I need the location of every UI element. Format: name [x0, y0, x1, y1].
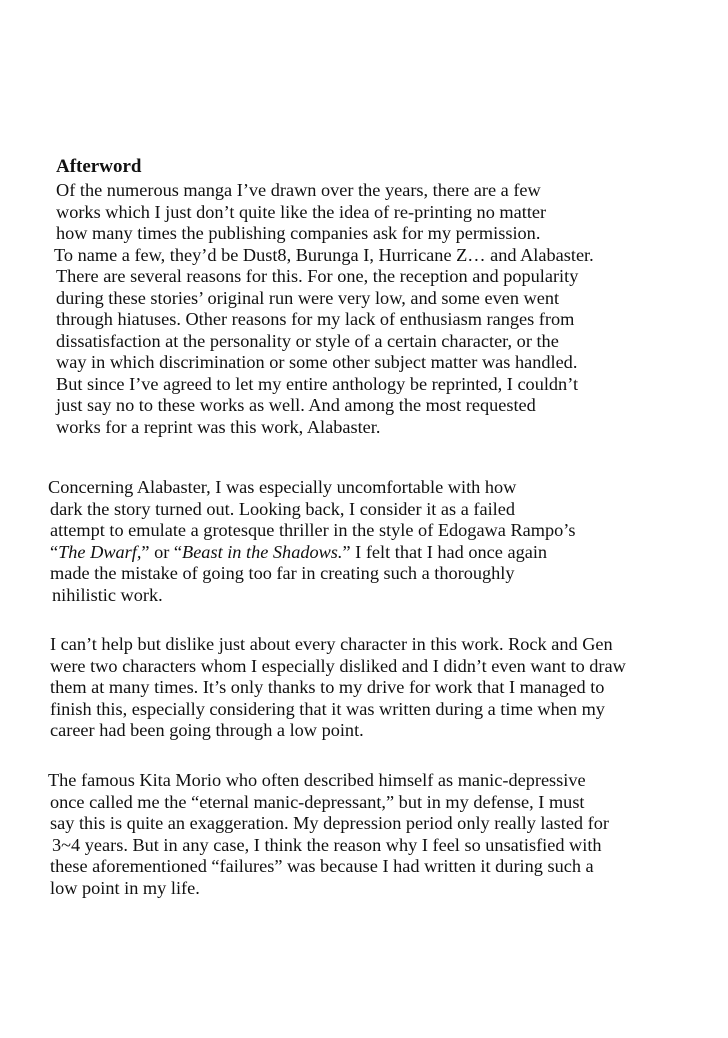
quote-mark: “ [50, 541, 59, 562]
text-line: There are several reasons for this. For one, the reception and popularity [56, 266, 579, 286]
text-line: To name a few, they’d be Dust8, Burunga I, Hurricane Z… and Alabaster. [54, 244, 594, 265]
text-line: during these stories’ original run were very low, and some even went [56, 287, 560, 308]
text-line: through hiatuses. Other reasons for my lack of enthusiasm ranges from [56, 309, 575, 329]
book-title-dwarf: The Dwarf, [58, 541, 142, 562]
book-title-beast: Beast in the Shadows. [182, 541, 343, 562]
text-line: Concerning Alabaster, I was especially uncomfortable with how [48, 477, 517, 497]
text-line: works for a reprint was this work, Alabaster. [56, 416, 381, 437]
text-line: made the mistake of going too far in creating such a thoroughly [50, 563, 515, 583]
text-line: were two characters whom I especially disliked and I didn’t even want to draw [50, 655, 626, 676]
text-line: But since I’ve agreed to let my entire anthology be reprinted, I couldn’t [56, 373, 579, 394]
text-line: low point in my life. [50, 877, 200, 898]
quote-tail: ” I felt that I had once again [342, 541, 548, 562]
text-line: finish this, especially considering that it was written during a time when my [50, 698, 605, 719]
text-line: The famous Kita Morio who often described himself as manic-depressive [48, 770, 586, 790]
paragraph-2 [50, 477, 575, 606]
paragraph-3 [50, 634, 626, 742]
text-line: dissatisfaction at the personality or style of a certain character, or the [56, 330, 559, 351]
paragraph-4 [50, 770, 609, 899]
text-line: dark the story turned out. Looking back, I consider it as a failed [50, 498, 516, 519]
text-line: how many times the publishing companies ask for my permission. [56, 223, 541, 243]
text-line: attempt to emulate a grotesque thriller in the style of Edogawa Rampo’s [50, 520, 576, 540]
text-line: 3~4 years. But in any case, I think the reason why I feel so unsatisfied with [52, 834, 602, 855]
text-line: Of the numerous manga I’ve drawn over the years, there are a few [56, 180, 541, 200]
text-line: just say no to these works as well. And among the most requested [56, 395, 536, 415]
text-line: I can’t help but dislike just about every character in this work. Rock and Gen [50, 634, 613, 654]
text-line-titles [50, 542, 575, 564]
text-line: once called me the “eternal manic-depressant,” but in my defense, I must [50, 791, 585, 812]
text-line: way in which discrimination or some other subject matter was handled. [56, 352, 578, 372]
text-line: career had been going through a low point. [50, 720, 364, 740]
text-line: nihilistic work. [52, 584, 163, 605]
text-line: works which I just don’t quite like the idea of re-printing no matter [56, 201, 547, 222]
text-line: say this is quite an exaggeration. My depression period only really lasted for [50, 813, 609, 833]
text-line: them at many times. It’s only thanks to my drive for work that I managed to [50, 677, 605, 697]
text-line: these aforementioned “failures” was because I had written it during such a [50, 856, 594, 876]
quote-connector: ” or “ [141, 541, 183, 562]
paragraph-1 [56, 180, 594, 438]
page-title: Afterword [56, 156, 142, 177]
